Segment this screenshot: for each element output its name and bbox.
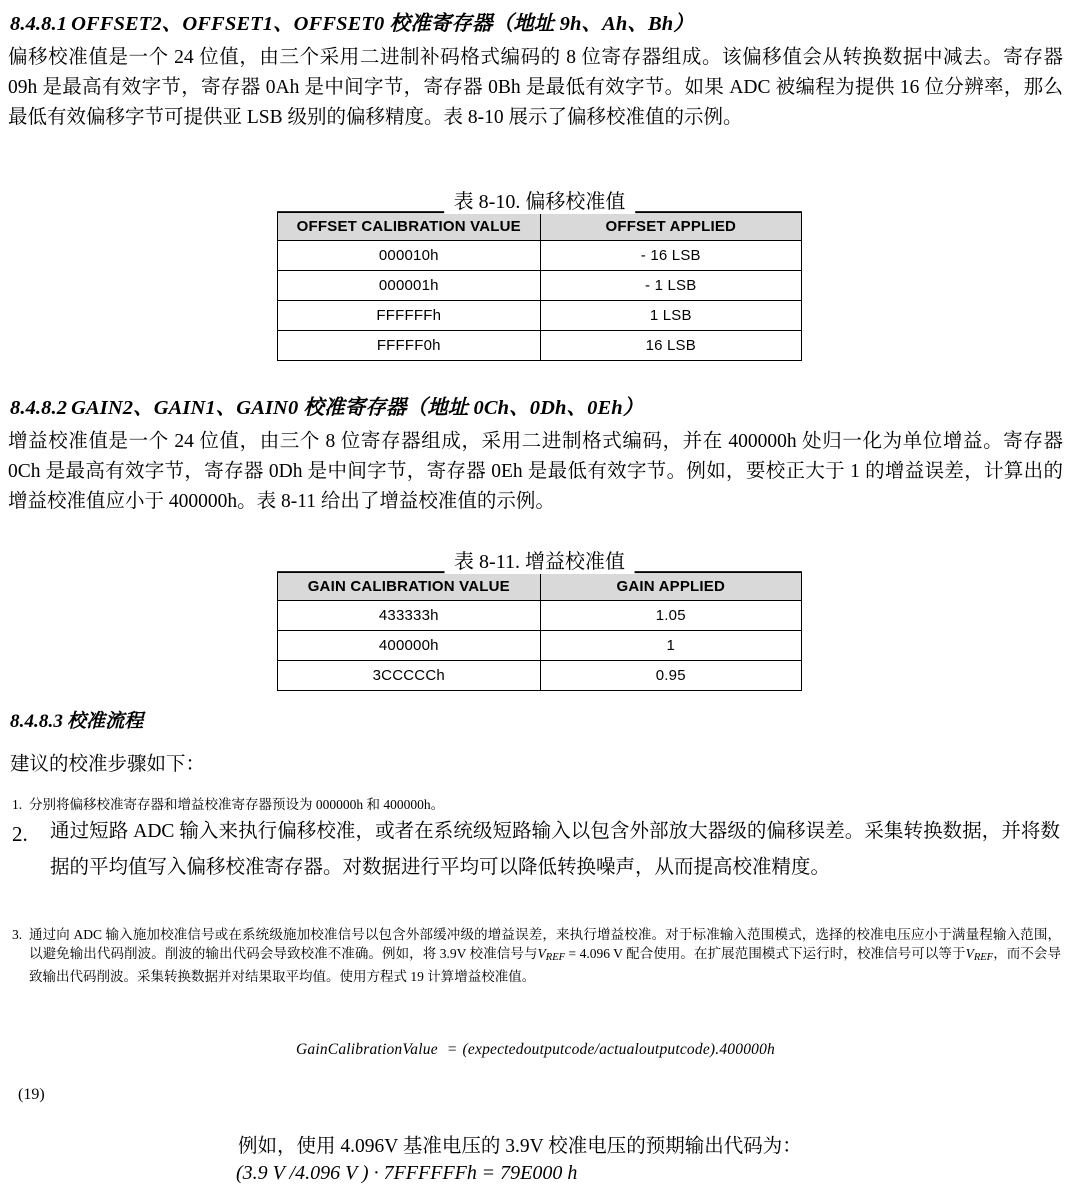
- table-8-11-caption-wrap: [277, 544, 802, 572]
- table-8-10: [277, 212, 802, 361]
- closing-line-2-rhs: 79E000 h: [500, 1162, 578, 1184]
- table-8-10-cell-3-1: 16 LSB: [540, 331, 801, 361]
- step-2-marker: 2.: [12, 822, 28, 846]
- heading-8-4-8-2-number: 8.4.8.2: [10, 397, 68, 419]
- table-8-10-cell-2-1: 1 LSB: [540, 301, 801, 331]
- step-item-1: [12, 795, 1052, 814]
- vref-subscript-2: REF: [973, 951, 994, 963]
- equation-19-rhs: (expectedoutputcode/actualoutputcode).400000h: [462, 1041, 775, 1058]
- table-header-row: [278, 213, 802, 241]
- table-8-11-cell-0-0: 433333h: [278, 601, 541, 631]
- heading-8-4-8-2-title: GAIN2、GAIN1、GAIN0 校准寄存器（地址 0Ch、0Dh、0Eh）: [71, 397, 644, 419]
- equation-19-lhs: GainCalibrationValue: [296, 1041, 438, 1058]
- table-row: [278, 301, 802, 331]
- step-item-2: [12, 814, 1060, 886]
- step-2-text: 通过短路 ADC 输入来执行偏移校准，或者在系统级短路输入以包含外部放大器级的偏移误差。采集转换数据，并将数据的平均值写入偏移校准寄存器。对数据进行平均可以降低转换噪声，从而提高校准精度。: [50, 821, 1060, 878]
- table-8-11: [277, 572, 802, 691]
- heading-8-4-8-1-title: OFFSET2、OFFSET1、OFFSET0 校准寄存器（地址 9h、Ah、Bh）: [71, 13, 694, 35]
- table-row: [278, 601, 802, 631]
- table-8-10-cell-1-1: - 1 LSB: [540, 271, 801, 301]
- table-row: [278, 241, 802, 271]
- table-8-10-cell-2-0: FFFFFFh: [278, 301, 541, 331]
- table-8-11-caption: 表 8-11. 增益校准值: [444, 545, 635, 574]
- step-item-3: [12, 925, 1061, 986]
- heading-8-4-8-1: [10, 6, 694, 36]
- table-8-11-block: [277, 544, 802, 691]
- vref-letter-1: V: [537, 946, 546, 961]
- closing-line-2: [236, 1160, 577, 1187]
- equation-19-equals: =: [446, 1041, 458, 1058]
- heading-8-4-8-3-title: 校准流程: [66, 711, 144, 732]
- table-row: [278, 631, 802, 661]
- heading-8-4-8-2: [10, 390, 643, 420]
- paragraph-offset-registers: 偏移校准值是一个 24 位值，由三个采用二进制补码格式编码的 8 位寄存器组成。该偏移值会从转换数据中减去。寄存器 09h 是最高有效字节，寄存器 0Ah 是中间字节，寄存器 0Bh 是最低有效字节。如果 ADC 被编程为提供 16 位分辨率，那么最低有效偏移字节可提供亚 LSB 级别的偏移精度。表 8-10 展示了偏移校准值的示例。: [8, 47, 1063, 128]
- paragraph-gain-registers: 增益校准值是一个 24 位值，由三个 8 位寄存器组成，采用二进制格式编码，并在 400000h 处归一化为单位增益。寄存器 0Ch 是最高有效字节，寄存器 0Dh 是中间字节，寄存器 0Eh 是最低有效字节。例如，要校正大于 1 的增益误差，计算出的增益校准值应小于 400000h。表 8-11 给出了增益校准值的示例。: [8, 431, 1063, 512]
- table-8-10-block: [277, 184, 802, 361]
- table-row: [278, 331, 802, 361]
- table-8-10-cell-3-0: FFFFF0h: [278, 331, 541, 361]
- table-8-11-cell-1-1: 1: [540, 631, 801, 661]
- table-8-10-header-0: OFFSET CALIBRATION VALUE: [278, 213, 541, 241]
- table-8-11-header-0: GAIN CALIBRATION VALUE: [278, 573, 541, 601]
- table-8-11-cell-2-0: 3CCCCCh: [278, 661, 541, 691]
- closing-line-1: 例如，使用 4.096V 基准电压的 3.9V 校准电压的预期输出代码为：: [238, 1136, 802, 1157]
- step-1-text: 分别将偏移校准寄存器和增益校准寄存器预设为 000000h 和 400000h。: [29, 797, 445, 812]
- table-row: [278, 271, 802, 301]
- vref-letter-2: V: [965, 946, 974, 961]
- heading-8-4-8-1-number: 8.4.8.1: [10, 13, 68, 35]
- step-3-text-part1: 通过向 ADC 输入施加校准信号或在系统级施加校准信号以包含外部缓冲级的增益误差，来执行增益校准。对于标准输入范围模式，选择的校准电压应小于满量程输入范围，以避免输出代码削波。削波的输出代码会导致校准不准确。例如，将 3.9V 校准信号与: [29, 927, 1061, 961]
- closing-line-2-equals: =: [482, 1162, 495, 1184]
- table-8-10-caption: 表 8-10. 偏移校准值: [444, 185, 636, 214]
- table-8-11-cell-1-0: 400000h: [278, 631, 541, 661]
- table-8-10-cell-0-0: 000010h: [278, 241, 541, 271]
- table-8-10-caption-wrap: [277, 184, 802, 212]
- table-8-11-cell-0-1: 1.05: [540, 601, 801, 631]
- calibration-intro: 建议的校准步骤如下：: [10, 754, 206, 775]
- table-8-10-cell-1-0: 000001h: [278, 271, 541, 301]
- closing-line-2-lhs: (3.9 V /4.096 V ) · 7FFFFFFh: [236, 1162, 477, 1184]
- table-8-11-header-1: GAIN APPLIED: [540, 573, 801, 601]
- step-3-text-part2: = 4.096 V 配合使用。在扩展范围模式下运行时，校准信号可以等于: [565, 946, 966, 961]
- vref-symbol-2: [966, 946, 994, 961]
- heading-8-4-8-3-number: 8.4.8.3: [10, 711, 63, 732]
- step-1-marker: 1.: [12, 797, 23, 812]
- vref-symbol-1: [538, 946, 566, 961]
- table-row: [278, 661, 802, 691]
- table-8-11-cell-2-1: 0.95: [540, 661, 801, 691]
- vref-subscript-1: REF: [545, 951, 566, 963]
- heading-8-4-8-3: [10, 706, 143, 733]
- step-3-marker: 3.: [12, 927, 23, 942]
- equation-19-number: (19): [18, 1086, 45, 1103]
- equation-19: [0, 1041, 1071, 1059]
- table-8-10-cell-0-1: - 16 LSB: [540, 241, 801, 271]
- table-8-10-header-1: OFFSET APPLIED: [540, 213, 801, 241]
- table-header-row: [278, 573, 802, 601]
- step-3-text-part3: ，而不会导致输出代码削波。采集转换数据并对结果取平均值。使用方程式 19 计算增益校准值。: [29, 946, 1061, 984]
